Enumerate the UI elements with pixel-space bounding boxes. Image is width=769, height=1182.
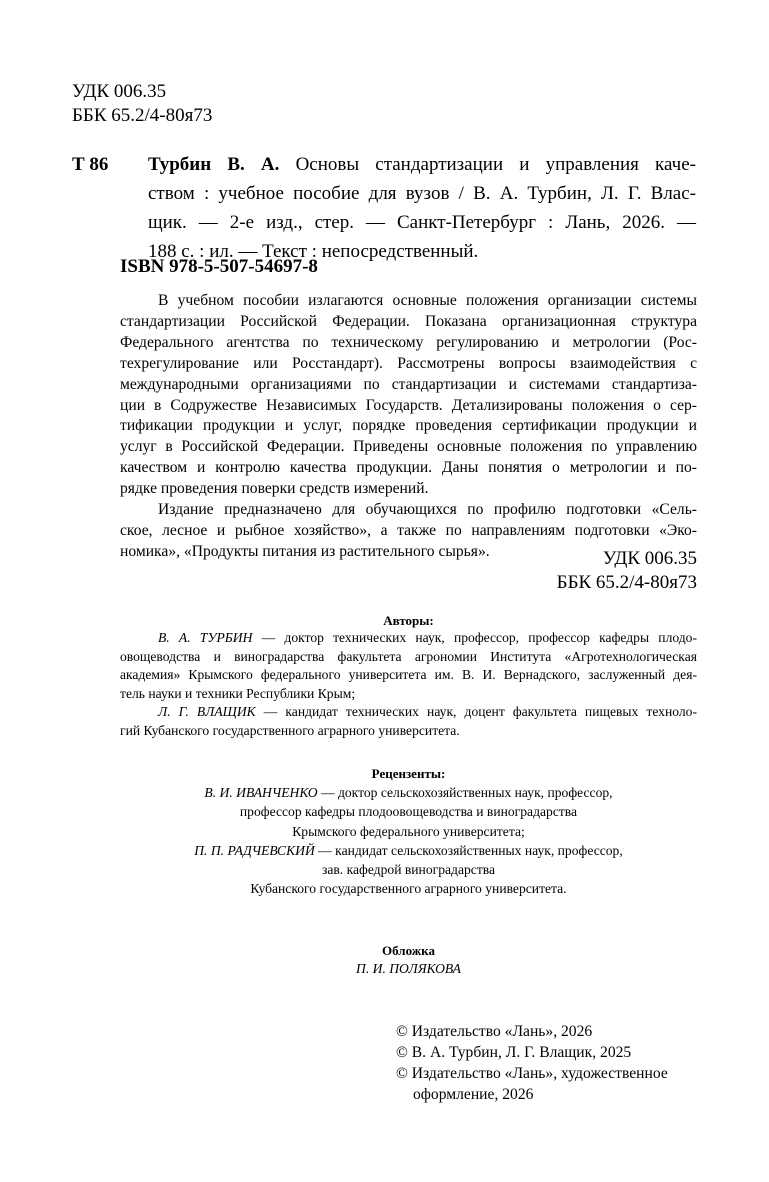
record-line-3: щик. — 2-е изд., стер. — Санкт-Петербург : Лань, 2026. — (148, 212, 696, 233)
copyright-line: © В. А. Турбин, Л. Г. Влащик, 2025 (396, 1044, 632, 1061)
abstract-line: услуг в Российской Федерации. Приведены основные положения по управлению (120, 438, 697, 456)
abstract-line: ское, лесное и рыбное хозяйство», а также по направлениям подготовки «Эко- (120, 521, 697, 539)
abstract (120, 291, 697, 563)
cover-heading: Обложка (382, 943, 435, 958)
bbk-code: ББК 65.2/4-80я73 (72, 105, 213, 126)
author-desc: академия» Крымского федерального университета им. В. И. Вернадского, заслуженный дея- (120, 667, 697, 682)
author-desc: — кандидат технических наук, доцент факультета пищевых техноло- (255, 704, 697, 719)
record-line-1: Основы стандартизации и управления каче- (279, 154, 696, 175)
bbk-code: ББК 65.2/4-80я73 (556, 572, 697, 593)
udk-bbk-top (72, 80, 212, 128)
copyright-block (396, 1021, 716, 1105)
abstract-line: ции в Содружестве Независимых Государств. Детализированы положения о сер- (120, 396, 697, 414)
abstract-line: Федерального агентства по техническому регулированию и метрологии (Рос- (120, 333, 697, 351)
abstract-line: номика», «Продукты питания из растительного сырья». (120, 542, 490, 560)
reviewers-heading: Рецензенты: (371, 766, 446, 781)
udk-code: УДК 006.35 (602, 548, 697, 569)
isbn: ISBN 978-5-507-54697-8 (120, 256, 318, 277)
authors-list (120, 629, 697, 740)
reviewer-name: В. И. ИВАНЧЕНКО (204, 785, 318, 800)
abstract-line: тификации продукции и услуг, порядке проведения сертификации продукции и (120, 417, 697, 435)
abstract-line: Издание предназначено для обучающихся по профилю подготовки «Сель- (158, 501, 697, 519)
copyright-line: © Издательство «Лань», художественное (396, 1065, 668, 1082)
author-name: В. А. ТУРБИН (158, 630, 253, 645)
record-line-2: ством : учебное пособие для вузов / В. А. Турбин, Л. Г. Влас- (148, 183, 696, 204)
bibliographic-record (148, 150, 696, 266)
reviewer-desc: Крымского федерального университета; (292, 823, 525, 839)
author-desc: овощеводства и виноградарства факультета агрономии Института «Агротехнологическая (120, 648, 697, 664)
authors-heading: Авторы: (383, 613, 434, 628)
author-name: Л. Г. ВЛАЩИК (158, 704, 256, 719)
reviewer-desc: — доктор сельскохозяйственных наук, профессор, (317, 785, 613, 800)
author-desc: — доктор технических наук, профессор, профессор кафедры плодо- (252, 630, 697, 645)
abstract-line: качеством и контролю качества продукции. Даны понятия о метрологии и по- (120, 459, 697, 477)
reviewer-desc: — кандидат сельскохозяйственных наук, профессор, (314, 842, 623, 858)
udk-code: УДК 006.35 (72, 81, 167, 102)
reviewer-desc: зав. кафедрой виноградарства (321, 862, 496, 878)
copyright-line: © Издательство «Лань», 2026 (396, 1023, 593, 1040)
record-line-4: 188 с. : ил. — Текст : непосредственный. (148, 241, 479, 262)
record-author: Турбин В. А. (148, 154, 280, 175)
abstract-line: рядке проведения поверки средств измерений. (120, 480, 429, 498)
udk-bbk-right (450, 547, 697, 595)
copyright-line: оформление, 2026 (413, 1086, 534, 1103)
author-sign: Т 86 (72, 154, 109, 175)
cover-designer: П. И. ПОЛЯКОВА (356, 961, 461, 976)
abstract-line: В учебном пособии излагаются основные положения организации системы (158, 292, 697, 309)
author-desc: тель науки и техники Республики Крым; (120, 685, 356, 701)
abstract-line: стандартизации Российской Федерации. Показана организационная структура (120, 312, 697, 330)
abstract-line: техрегулирование или Росстандарт). Рассмотрены вопросы взаимодействия с (120, 354, 697, 372)
abstract-line: международными организациями по стандартизации и системами стандартиза- (120, 375, 697, 393)
reviewer-desc: профессор кафедры плодоовощеводства и виноградарства (239, 804, 578, 820)
reviewer-name: П. П. РАДЧЕВСКИЙ (194, 842, 315, 858)
reviewers-list (120, 783, 697, 899)
reviewer-desc: Кубанского государственного аграрного университета. (250, 881, 567, 897)
author-desc: гий Кубанского государственного аграрного университета. (120, 722, 460, 738)
